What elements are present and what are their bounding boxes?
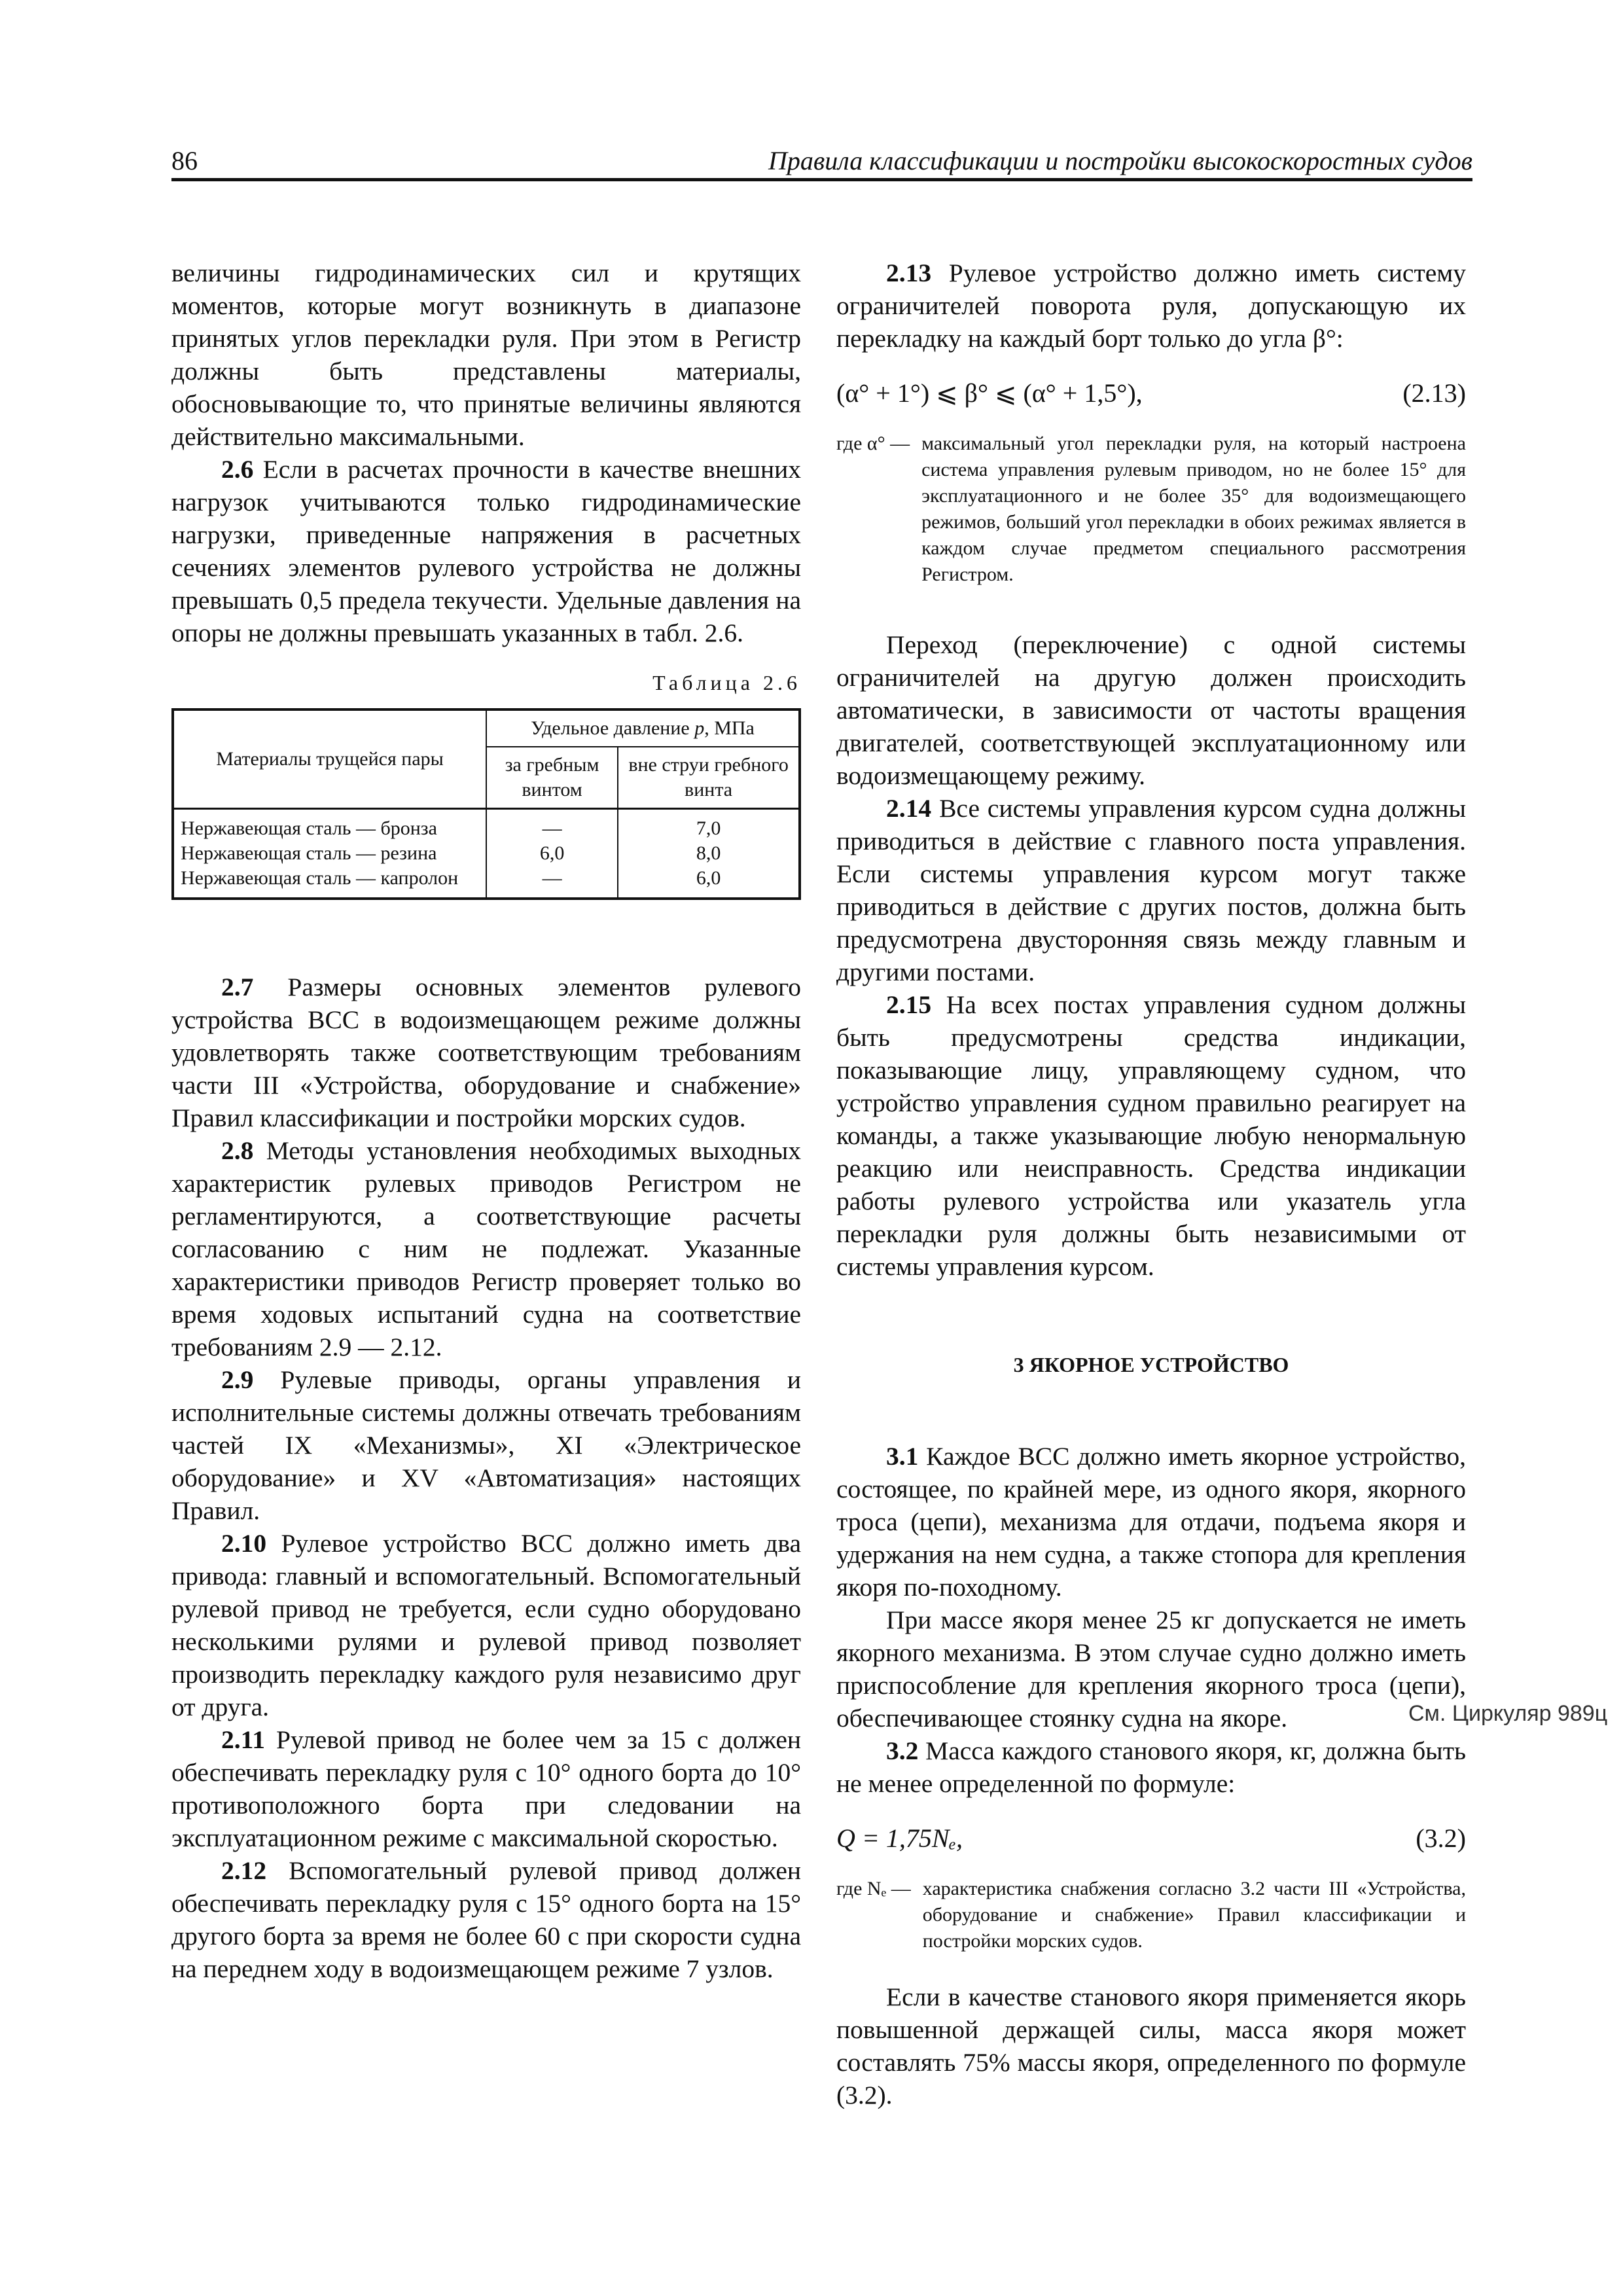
table-cell-materials [173, 809, 486, 899]
table-row-material: Нержавеющая сталь — бронза [181, 817, 437, 839]
table-2-6 [171, 708, 801, 900]
table-caption: Таблица 2.6 [652, 671, 801, 694]
note-lead: где Nₑ — [836, 1878, 911, 1899]
paragraph-2-10 [171, 1527, 801, 1723]
clause-number: 2.9 [221, 1365, 254, 1394]
paragraph-2-12 [171, 1854, 801, 1985]
page-number: 86 [171, 146, 198, 175]
paragraph-2-8 [171, 1134, 801, 1363]
clause-text: Рулевое устройство должно иметь систему ограничителей поворота руля, допускающую их перекладку на каждый борт только до угла β°: [836, 259, 1466, 353]
paragraph-3-1-b: При массе якоря менее 25 кг допускается не иметь якорного механизма. В этом случае судно должно иметь приспособление для крепления якорного троса (цепи), обеспечивающее стоянку судна на якоре. [836, 1605, 1466, 1732]
clause-number: 3.2 [886, 1736, 919, 1765]
table-value: 8,0 [696, 842, 721, 864]
right-column [836, 257, 1466, 2111]
table-header-behind-propeller: за гребным винтом [486, 747, 618, 809]
clause-text: Рулевой привод не более чем за 15 с должен обеспечивать перекладку руля с 10° одного борта до 10° противоположного борта при следовании на эксплуатационном режиме с максимальной скоростью. [171, 1725, 801, 1852]
table-value: — [542, 817, 562, 839]
clause-text: Размеры основных элементов рулевого устройства ВСС в водоизмещающем режиме должны удовлетворять также соответствующим требованиям части III «Устройства, оборудование и снабжение» Правил классификации и постройки морских судов. [171, 973, 801, 1132]
table-value: — [542, 867, 562, 889]
table-cell-behind [486, 809, 618, 899]
table-header-materials: Материалы трущейся пары [173, 709, 486, 809]
formula-note-2-13 [836, 431, 1466, 588]
note-text: характеристика снабжения согласно 3.2 части III «Устройства, оборудование и снабжение» Правил классификации и постройки морских судов. [922, 1878, 1466, 1952]
clause-number: 2.15 [886, 990, 932, 1019]
table-value: 6,0 [539, 842, 565, 864]
formula-number: (2.13) [1402, 378, 1466, 408]
clause-text: Если в расчетах прочности в качестве внешних нагрузок учитываются только гидродинамические нагрузки, приведенные напряжения в расчетных сечениях элементов рулевого устройства не должны превышать 0,5 предела текучести. Удельные давления на опоры не должны превышать указанных в табл. 2.6. [171, 455, 801, 647]
clause-text: Каждое ВСС должно иметь якорное устройство, состоящее, по крайней мере, из одного якоря, якорного троса (цепи), механизма для отдачи, подъема якоря и удержания на нем судна, а также стопора для крепления якоря по-походному. [836, 1442, 1466, 1602]
clause-number: 3.1 [886, 1442, 919, 1471]
header-rule [171, 178, 1472, 181]
note-lead: где α° — [836, 433, 910, 454]
formula-expression: Q = 1,75Nₑ, [836, 1823, 963, 1853]
clause-text: Рулевые приводы, органы управления и исполнительные системы должны отвечать требованиям частей IX «Механизмы», XI «Электрическое оборудование» и XV «Автоматизация» настоящих Правил. [171, 1365, 801, 1525]
clause-number: 2.10 [221, 1529, 267, 1558]
section-title: 3 ЯКОРНОЕ УСТРОЙСТВО [1013, 1353, 1289, 1376]
table-row-material: Нержавеющая сталь — резина [181, 842, 437, 864]
clause-number: 2.7 [221, 973, 254, 1001]
paragraph-2-6 [171, 453, 801, 649]
table-header-outside-propeller: вне струи гребного винта [618, 747, 800, 809]
table-cell-outside [618, 809, 800, 899]
table-value: 6,0 [696, 867, 721, 889]
paragraph-2-13 [836, 257, 1466, 355]
formula-expression: (α° + 1°) ⩽ β° ⩽ (α° + 1,5°), [836, 378, 1143, 408]
clause-text: Вспомогательный рулевой привод должен обеспечивать перекладку руля с 15° одного борта на 15° другого борта за время не более 60 с при скорости судна на переднем ходу в водоизмещающем режиме 7 узлов. [171, 1856, 801, 1983]
paragraph-switch: Переход (переключение) с одной системы ограничителей на другую должен происходить автоматически, в зависимости от частоты вращения двигателей, соответствующей эксплуатационному или водоизмещающему режиму. [836, 630, 1466, 790]
clause-text: Рулевое устройство ВСС должно иметь два привода: главный и вспомогательный. Вспомогательный рулевой привод не требуется, если судно оборудовано несколькими рулями и рулевой привод позволяет производить перекладку каждого руля независимо друг от друга. [171, 1529, 801, 1721]
note-text: максимальный угол перекладки руля, на который настроена система управления рулевым приводом, но не более 15° для эксплуатационного и не более 35° для водоизмещающего режимов, больший угол перекладки в обоих режимах является в каждом случае предметом специального рассмотрения Регистром. [921, 433, 1466, 585]
paragraph-last: Если в качестве станового якоря применяется якорь повышенной держащей силы, масса якоря может составлять 75% массы якоря, определенного по формуле (3.2). [836, 1982, 1466, 2109]
clause-text: Масса каждого станового якоря, кг, должна быть не менее определенной по формуле: [836, 1736, 1466, 1798]
clause-number: 2.8 [221, 1136, 254, 1165]
paragraph-continued: величины гидродинамических сил и крутящих моментов, которые могут возникнуть в диапазоне принятых углов перекладки руля. При этом в Регистр должны быть представлены материалы, обосновывающие то, что принятые величины являются действительно максимальными. [171, 259, 801, 451]
running-header-title: Правила классификации и постройки высокоскоростных судов [768, 146, 1472, 175]
formula-2-13 [836, 377, 1466, 416]
clause-number: 2.11 [221, 1725, 265, 1754]
clause-text: Все системы управления курсом судна должны приводиться в действие с главного поста управления. Если системы управления курсом могут также приводиться в действие с других постов, должна быть предусмотрена двусторонняя связь между главным и другими постами. [836, 794, 1466, 986]
formula-3-2 [836, 1822, 1466, 1861]
clause-number: 2.13 [886, 259, 932, 287]
clause-number: 2.12 [221, 1856, 267, 1885]
paragraph-2-11 [171, 1723, 801, 1854]
clause-number: 2.14 [886, 794, 932, 823]
paragraph-2-15 [836, 988, 1466, 1283]
paragraph-2-7 [171, 971, 801, 1134]
table-row-material: Нержавеющая сталь — капролон [181, 867, 459, 889]
left-column [171, 257, 801, 1985]
paragraph-3-1 [836, 1440, 1466, 1604]
paragraph-2-9 [171, 1363, 801, 1527]
margin-note: См. Циркуляр 989ц [1408, 1701, 1608, 1726]
formula-number: (3.2) [1416, 1823, 1466, 1853]
clause-text: На всех постах управления судном должны быть предусмотрены средства индикации, показывающие лицу, управляющему судном, что устройство управления судном правильно реагирует на команды, а также указывающие любую ненормальную реакцию или неисправность. Средства индикации работы рулевого устройства или указатель угла перекладки руля должны быть независимыми от системы управления курсом. [836, 990, 1466, 1281]
clause-number: 2.6 [221, 455, 254, 484]
paragraph-2-14 [836, 792, 1466, 988]
clause-text: Методы установления необходимых выходных характеристик рулевых приводов Регистром не регламентируются, а соответствующие расчеты согласованию с ним не подлежат. Указанные характеристики приводов Регистр проверяет только во время ходовых испытаний судна на соответствие требованиям 2.9 — 2.12. [171, 1136, 801, 1361]
table-header-pressure: Удельное давление p, МПа [486, 709, 800, 747]
paragraph-3-2 [836, 1734, 1466, 1800]
table-value: 7,0 [696, 817, 721, 839]
formula-note-3-2 [836, 1876, 1466, 1954]
